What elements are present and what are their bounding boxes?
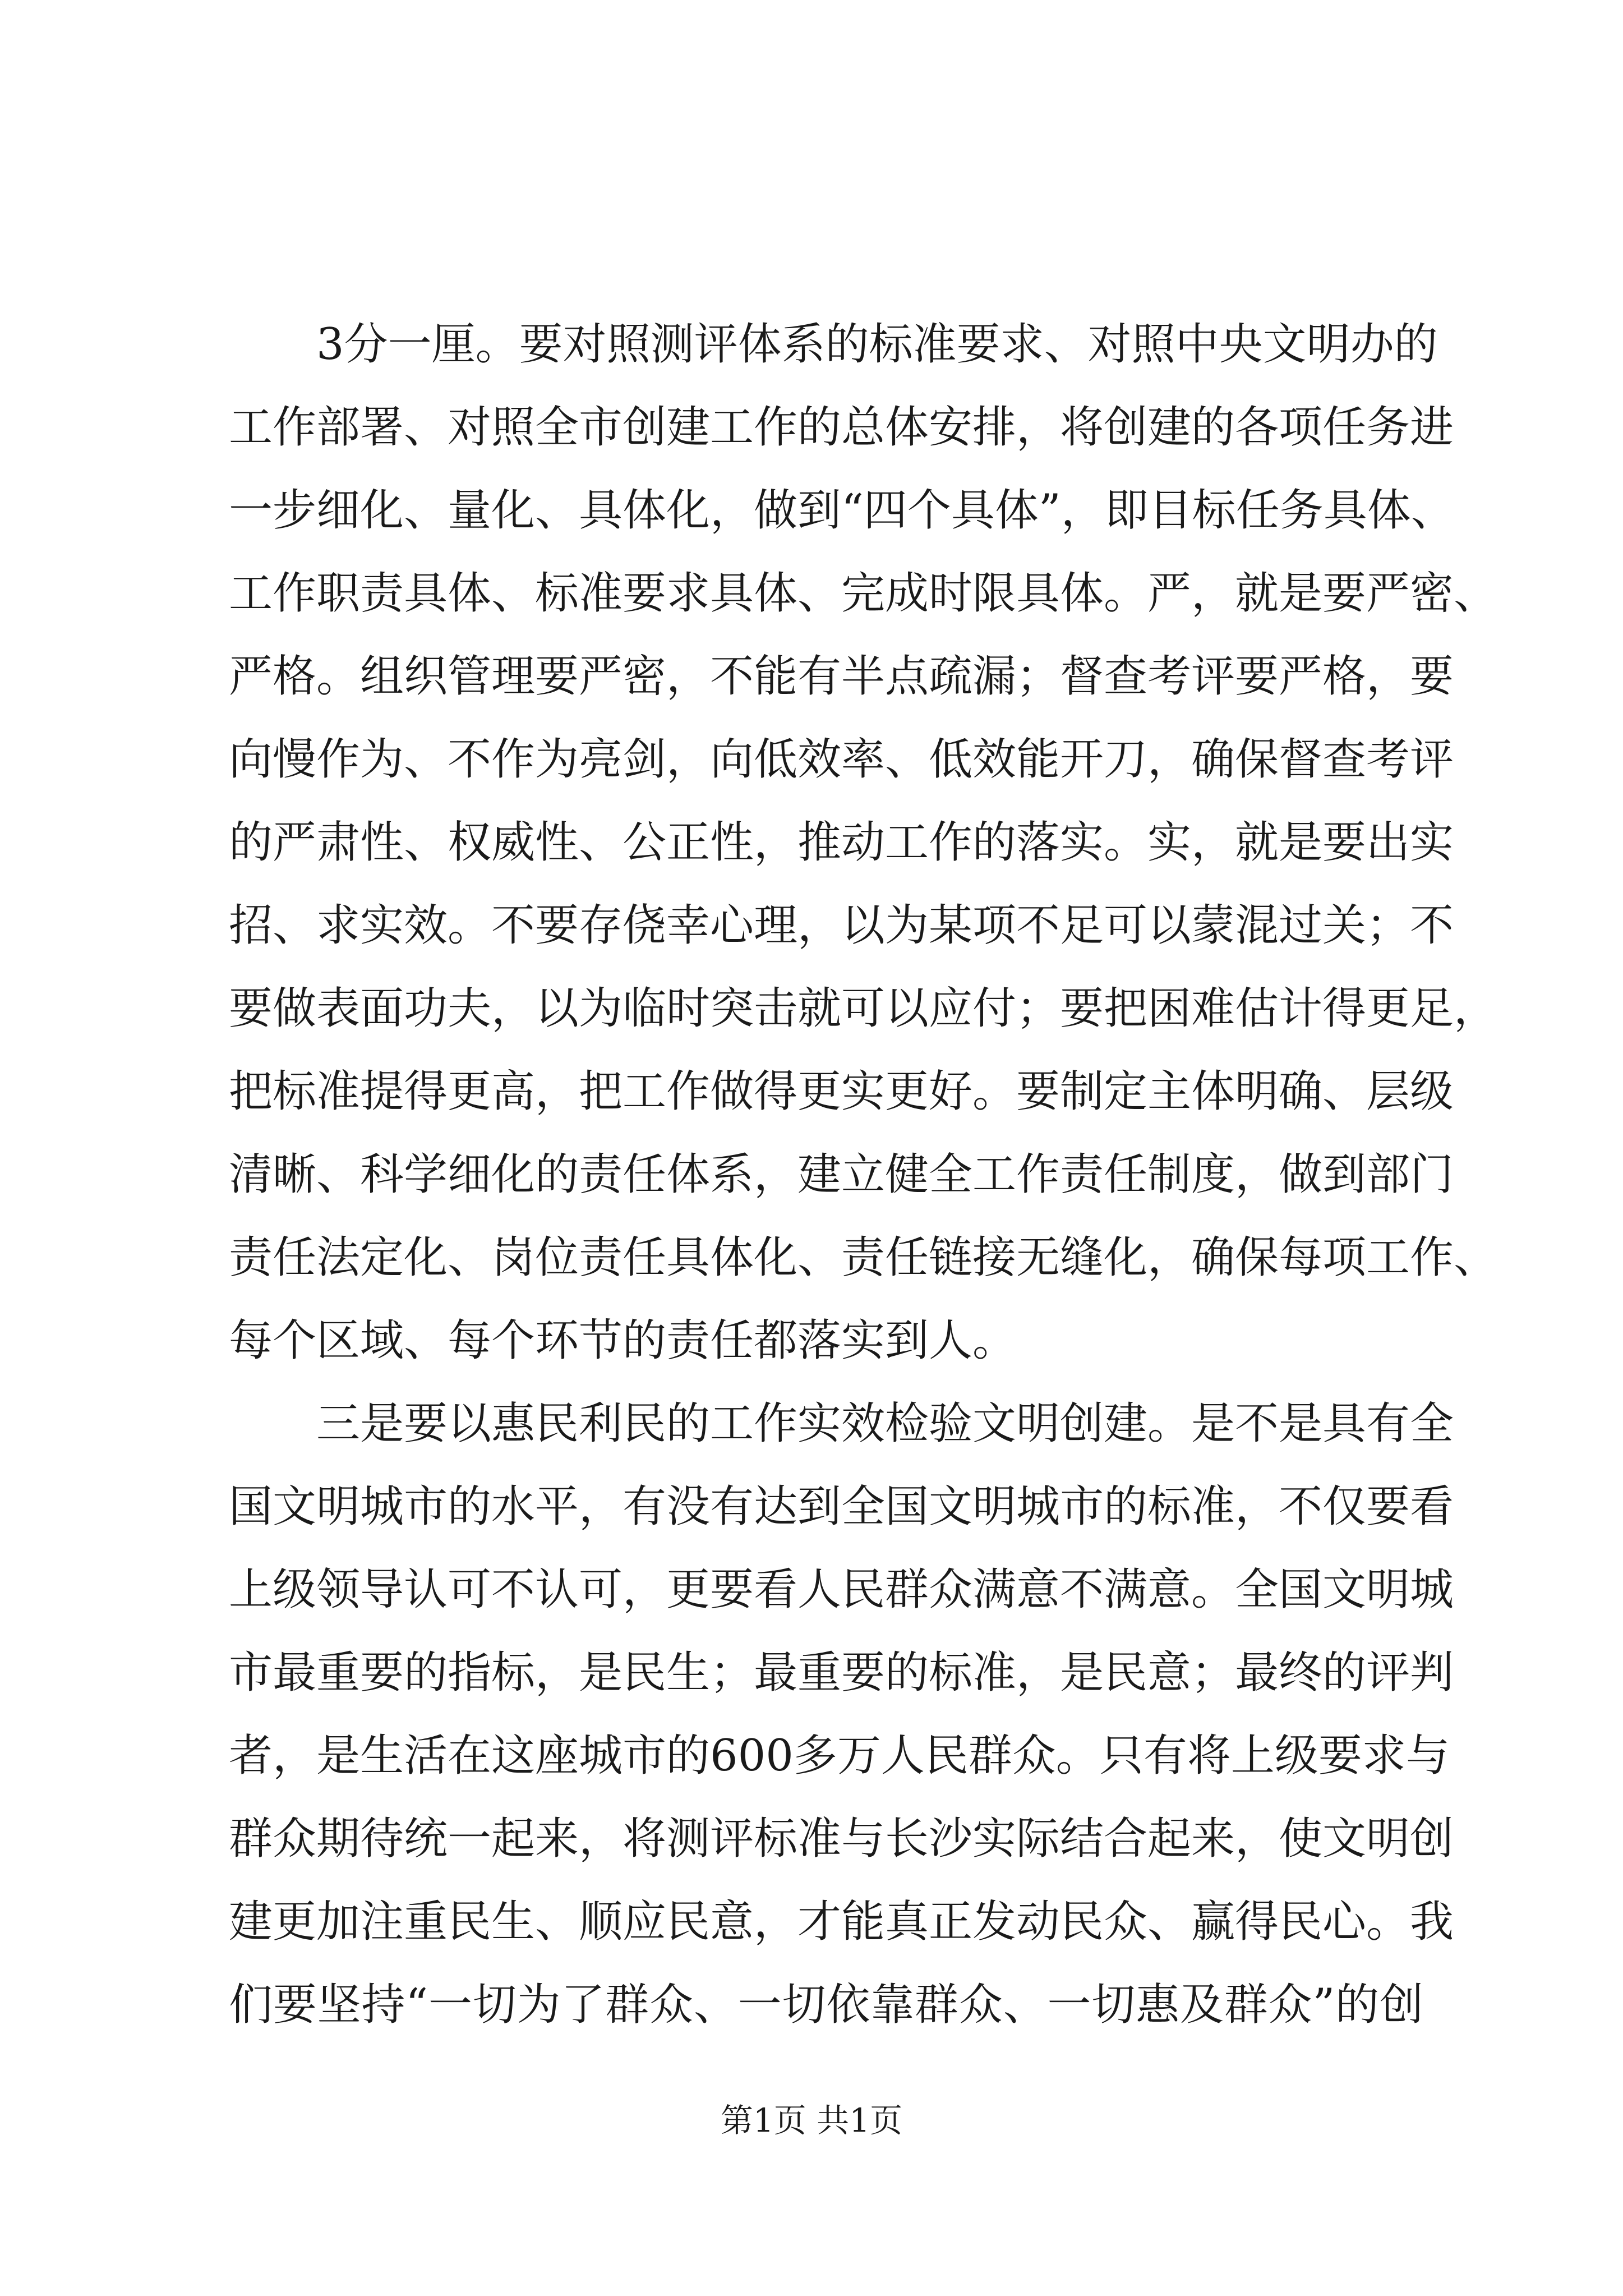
text-line: 三是要以惠民利民的工作实效检验文明创建。是不是具有全 (229, 1398, 1454, 1449)
text-line: 者，是生活在这座城市的600多万人民群众。只有将上级要求与 (229, 1731, 1450, 1781)
text-line: 们要坚持“一切为了群众、一切依靠群众、一切惠及群众”的创 (229, 1980, 1423, 2030)
text-line: 向慢作为、不作为亮剑，向低效率、低效能开刀，确保督查考评 (229, 734, 1454, 785)
text-line: 的严肃性、权威性、公正性，推动工作的落实。实，就是要出实 (229, 817, 1454, 868)
text-line: 建更加注重民生、顺应民意，才能真正发动民众、赢得民心。我 (229, 1897, 1454, 1947)
text-line: 工作职责具体、标准要求具体、完成时限具体。严，就是要严密、 (229, 568, 1498, 619)
text-line: 严格。组织管理要严密，不能有半点疏漏；督查考评要严格，要 (229, 651, 1454, 702)
text-line: 3分一厘。要对照测评体系的标准要求、对照中央文明办的 (229, 319, 1438, 370)
text-line: 责任法定化、岗位责任具体化、责任链接无缝化，确保每项工作、 (229, 1232, 1498, 1283)
text-line: 工作部署、对照全市创建工作的总体安排，将创建的各项任务进 (229, 402, 1454, 453)
text-line: 把标准提得更高，把工作做得更实更好。要制定主体明确、层级 (229, 1066, 1454, 1117)
text-line: 一步细化、量化、具体化，做到“四个具体”，即目标任务具体、 (229, 485, 1455, 536)
text-line: 上级领导认可不认可，更要看人民群众满意不满意。全国文明城 (229, 1565, 1454, 1615)
text-line: 每个区域、每个环节的责任都落实到人。 (229, 1315, 1017, 1366)
text-line: 清晰、科学细化的责任体系，建立健全工作责任制度，做到部门 (229, 1149, 1454, 1200)
text-line: 市最重要的指标，是民生；最重要的标准，是民意；最终的评判 (229, 1648, 1454, 1698)
body-text (229, 303, 1498, 2046)
text-line: 群众期待统一起来，将测评标准与长沙实际结合起来，使文明创 (229, 1814, 1454, 1864)
text-line: 要做表面功夫，以为临时突击就可以应付；要把困难估计得更足， (229, 983, 1498, 1034)
page-number-label: 第1页 共1页 (720, 2101, 903, 2139)
page-footer (0, 2098, 1623, 2143)
text-line: 招、求实效。不要存侥幸心理，以为某项不足可以蒙混过关；不 (229, 900, 1454, 951)
text-line: 国文明城市的水平，有没有达到全国文明城市的标准，不仅要看 (229, 1481, 1454, 1532)
